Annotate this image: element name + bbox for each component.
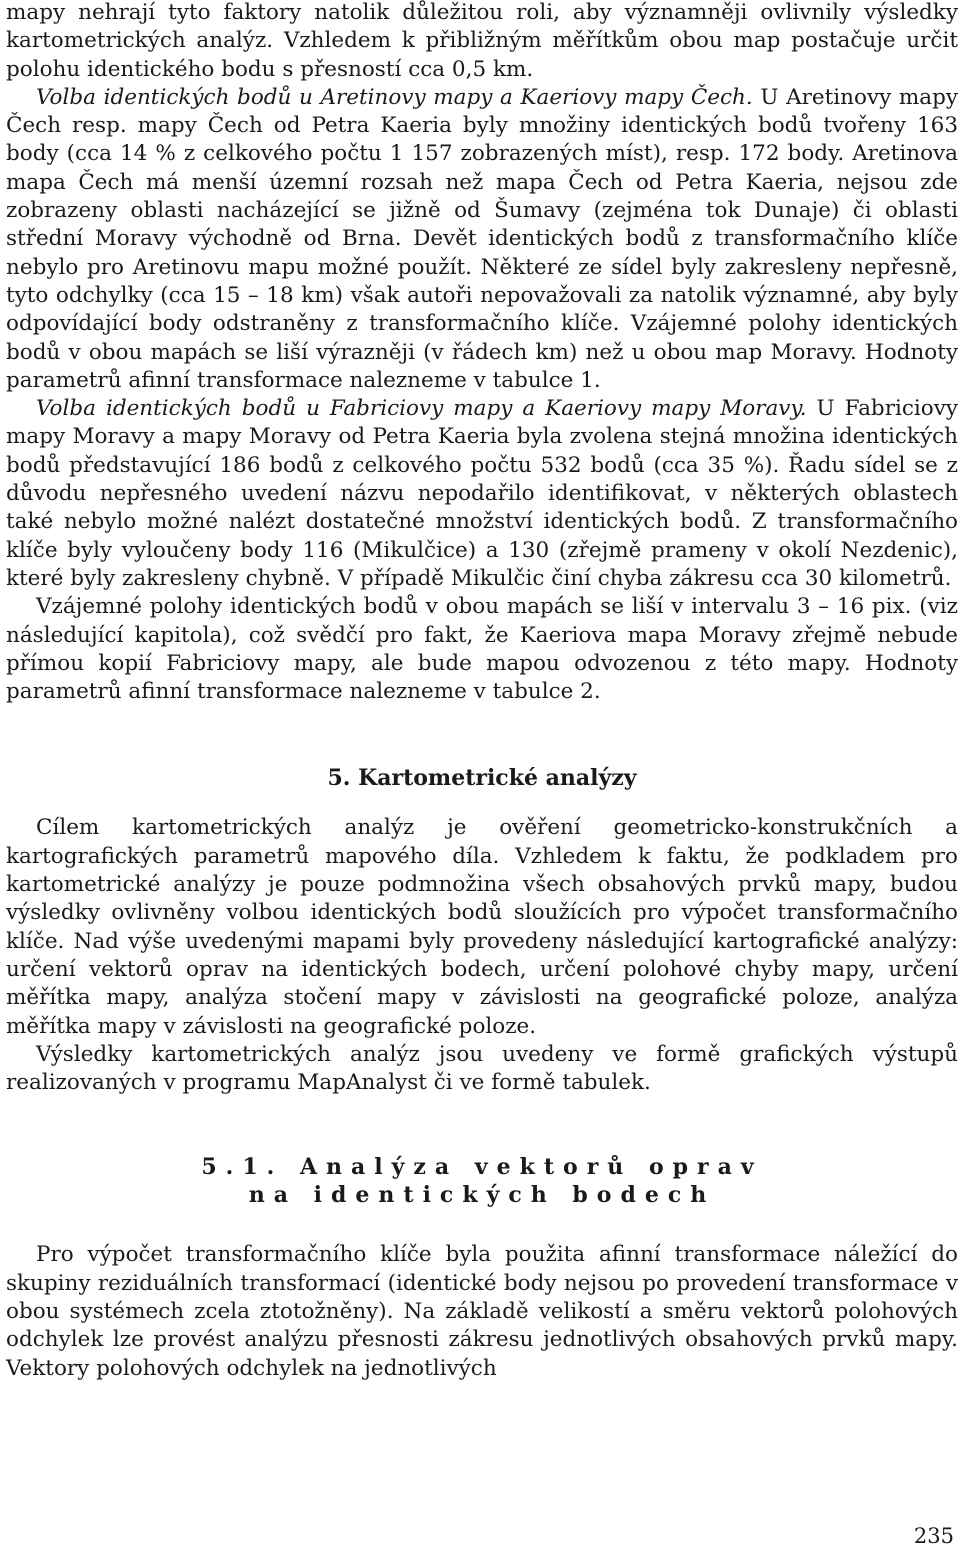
section-heading: 5. Kartometrické analýzy xyxy=(327,765,637,792)
document-page xyxy=(6,0,958,1383)
paragraph-lead-italic: Volba identických bodů u Aretinovy mapy a Kaeriovy mapy Čech. xyxy=(36,84,753,110)
paragraph-fabricius-kaerius xyxy=(6,395,958,593)
paragraph-body: U Fabriciovy mapy Moravy a mapy Moravy od Petra Kaeria byla zvolena stejná množina identických bodů představující 186 bodů z celkového počtu 532 bodů (cca 35 %). Řadu sídel se z důvodu nepřesného uvedení názvu nepodařilo identifikovat, v některých oblastech také nebylo možné nalézt dostatečné množství identických bodů. Z transformačního klíče byly vyloučeny body 116 (Mikulčice) a 130 (zřejmě prameny v okolí Nezdenic), které byly zakresleny chybně. V případě Mikulčic činí chyba zákresu cca 30 kilometrů. xyxy=(6,396,959,591)
paragraph-body: U Aretinovy mapy Čech resp. mapy Čech od Petra Kaeria byly množiny identických bodů tvořeny 163 body (cca 14 % z celkového počtu 1 157 zobrazených míst), resp. 172 body. Aretinova mapa Čech má menší územní rozsah než mapa Čech od Petra Kaeria, nejsou zde zobrazeny oblasti nacházející se jižně od Šumavy (zejména tok Dunaje) či oblasti střední Moravy východně od Brna. Devět identických bodů z transformačního klíče nebylo pro Aretinovu mapu možné použít. Některé ze sídel byly zakresleny nepřesně, tyto odchylky (cca 15 – 18 km) však autoři nepovažovali za natolik významné, aby byly odpovídající body odstraněny z transformačního klíče. Vzájemné polohy identických bodů v obou mapách se liší výrazněji (v řádech km) než u obou map Moravy. Hodnoty parametrů afinní transformace nalezneme v tabulce 1. xyxy=(6,84,958,393)
paragraph-section5-intro: Cílem kartometrických analýz je ověření geometricko-konstrukčních a kartografických parametrů mapového díla. Vzhledem k faktu, že podkladem pro kartometrické analýzy je pouze podmnožina všech obsahových prvků mapy, budou výsledky ovlivněny volbou identických bodů sloužících pro výpočet transformačního klíče. Nad výše uvedenými mapami byly provedeny následující kartografické analýzy: určení vektorů oprav na identických bodech, určení polohové chyby mapy, určení měřítka mapy, analýza stočení mapy v závislosti na geografické poloze, analýza měřítka mapy v závislosti na geografické poloze. xyxy=(6,815,958,1039)
paragraph-section5-results: Výsledky kartometrických analýz jsou uvedeny ve formě grafických výstupů realizovaných v programu MapAnalyst či ve formě tabulek. xyxy=(6,1041,958,1096)
subsection-heading xyxy=(6,1153,958,1209)
paragraph-section51-body: Pro výpočet transformačního klíče byla použita afinní transformace náležící do skupiny reziduálních transformací (identické body nejsou po provedení transformace v obou systémech zcela ztotožněny). Na základě velikostí a směru vektorů polohových odchylek lze provést analýzu přesnosti zákresu jednotlivých obsahových prvků mapy. Vektory polohových odchylek na jednotlivých xyxy=(6,1242,958,1381)
subsection-heading-line2: na identických bodech xyxy=(248,1182,716,1209)
paragraph-aretin-kaerius xyxy=(6,84,958,395)
paragraph-continuation: mapy nehrají tyto faktory natolik důležitou roli, aby významněji ovlivnily výsledky kartometrických analýz. Vzhledem k přibližným měřítkům obou map postačuje určit polohu identického bodu s přesností cca 0,5 km. xyxy=(6,0,958,82)
paragraph-lead-italic: Volba identických bodů u Fabriciovy mapy a Kaeriovy mapy Moravy. xyxy=(36,396,807,422)
paragraph-relative-positions: Vzájemné polohy identických bodů v obou mapách se liší v intervalu 3 – 16 pix. (viz následující kapitola), což svědčí pro fakt, že Kaeriova mapa Moravy zřejmě nebude přímou kopií Fabriciovy mapy, ale bude mapou odvozenou z této mapy. Hodnoty parametrů afinní transformace nalezneme v tabulce 2. xyxy=(6,594,958,705)
subsection-heading-line1: 5.1. Analýza vektorů oprav xyxy=(201,1154,763,1181)
page-number: 235 xyxy=(913,1524,954,1548)
